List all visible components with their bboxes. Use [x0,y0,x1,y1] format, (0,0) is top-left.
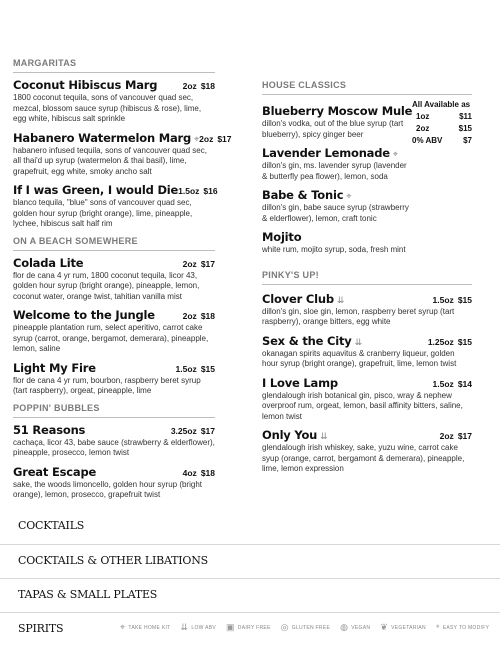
item-desc: white rum, mojito syrup, soda, fresh mint [262,245,406,254]
vegan-icon: ◍ [340,622,349,632]
item-name: Colada Lite [13,255,84,270]
item-name: Clover Club [262,291,334,306]
item-desc: blanco tequila, "blue" sons of vancouver quad sec, golden hour syrup (bright orange), lime, pineapple, lychee, hibiscus salt half rim [13,198,193,228]
item-qty: 1.5oz [432,294,454,305]
menu-item [13,78,215,125]
section-title-bubbles: POPPIN' BUBBLES [13,403,215,418]
legend-easy-modify [436,623,489,633]
menu-item [13,183,218,230]
low-abv-icon: ⇊ [336,294,345,305]
section-title-beach: ON A BEACH SOMEWHERE [13,236,215,251]
item-name: Sex & the City [262,333,352,348]
item-price: $18 [200,311,215,321]
item-name: Welcome to the Jungle [13,308,155,322]
dietary-legend [120,622,489,633]
item-qty: 1.5oz [175,363,197,374]
legend-label: TAKE HOME KIT [128,624,171,631]
item-qty: 3.25oz [170,425,197,436]
item-price: $15 [200,363,215,374]
section-title-pinky: PINKY'S UP! [262,270,472,285]
take-home-kit-icon: ⌖ [392,149,398,159]
item-desc: habanero infused tequila, sons of vancouver quad sec, all thai'd up syrup (watermelon & thai basil), lime, grapefruit, egg white, smoky ancho salt [13,145,207,176]
availability-row [412,136,472,145]
item-name: Lavender Lemonade [262,146,390,160]
legend-vegan [340,622,370,633]
item-name: 51 Reasons [13,422,86,437]
item-name: Blueberry Moscow Mule [262,104,413,118]
availability-size: 2oz [416,124,430,133]
item-price: $18 [200,467,215,478]
item-desc: sake, the woods limoncello, golden hour syrup (bright orange), lemon, prosecco, grapefruit twist [13,479,202,499]
availability-box [412,100,472,145]
item-desc: dillon's vodka, out of the blue syrup (tart blueberry), spicy ginger beer [262,119,404,139]
availability-size: 1oz [416,112,430,121]
item-desc: dillon's gin, babe sauce syrup (strawberry & elderflower), lemon, craft tonic [262,203,409,223]
availability-price: $15 [458,124,472,133]
legend-label: VEGAN [351,624,371,631]
menu-item [262,230,412,256]
legend-label: EASY TO MODIFY [442,624,490,631]
item-price: $15 [457,336,472,347]
item-price: $16 [203,186,218,196]
section-title-margaritas: MARGARITAS [13,58,215,73]
item-desc: flor de cana 4 yr rum, 1800 coconut tequila, licor 43, golden hour syrup (bright orange), pineapple, lemon, coconut water, orange twist, tahitian vanilla mist [13,270,200,301]
take-home-kit-icon: ⌖ [120,622,126,632]
item-qty: 2oz [182,81,197,91]
item-name: Mojito [262,230,302,244]
legend-gluten-free [281,622,330,633]
menu-item [262,428,472,475]
legend-label: LOW ABV [191,624,216,631]
availability-title: All Available as [412,100,471,109]
take-home-kit-icon: ⌖ [194,133,200,144]
item-qty: 1.5oz [178,186,200,196]
item-desc: glendalough irish whiskey, sake, yuzu wine, carrot cake syup (orange, carrot, bergamont & demerara), pineapple, lime, lemon expression [262,443,465,473]
item-qty: 2oz [182,311,197,321]
item-desc: dillon's gin, ms. lavender syrup (lavender & butterfly pea flower), lemon, soda [262,161,407,181]
nav-cocktails[interactable] [0,510,500,542]
availability-price: $11 [459,112,472,121]
availability-size: 0% ABV [412,136,443,145]
availability-row [412,112,472,121]
nav-label: COCKTAILS & OTHER LIBATIONS [18,554,209,567]
gluten-free-icon: ◎ [280,622,289,632]
vegetarian-icon: ❦ [380,622,389,632]
item-price: $17 [457,431,472,441]
item-price: $18 [200,81,215,91]
item-qty: 1.5oz [432,378,454,389]
menu-item [262,146,412,182]
item-desc: glendalough irish botanical gin, pisco, wray & nephew overproof rum, orgeat, lemon, basil affinity bitters, saline, lemon twist [262,390,463,421]
take-home-kit-icon: ⌖ [346,191,352,201]
low-abv-icon: ⇊ [180,622,189,632]
item-qty: 2oz [182,258,197,269]
nav-label: COCKTAILS [18,519,85,532]
item-desc: okanagan spirits aquavitus & cranberry liqueur, golden hour syrup (bright orange), grapefruit, lime, lemon twist [262,348,457,368]
low-abv-icon: ⇊ [354,336,363,347]
menu-item [13,361,215,397]
section-title-house: HOUSE CLASSICS [262,80,472,95]
item-name: Coconut Hibiscus Marg [13,78,158,92]
item-desc: flor de cana 4 yr rum, bourbon, raspberry beret syrup (tart raspberry), orgeat, pineapple, lime [13,375,201,395]
item-qty: 2oz [199,133,214,144]
item-name: Light My Fire [13,360,96,375]
item-qty: 1.25oz [427,336,454,347]
nav-label: TAPAS & SMALL PLATES [18,588,158,601]
item-name: If I was Green, I would Die [13,183,179,197]
item-price: $17 [200,258,215,269]
item-name: Great Escape [13,464,97,479]
item-price: $17 [200,425,215,436]
low-abv-icon: ⇊ [320,431,328,441]
nav-tapas[interactable] [0,578,500,611]
item-price: $15 [457,294,472,305]
item-name: Babe & Tonic [262,188,344,202]
menu-item [13,256,215,303]
item-price: $17 [217,133,232,144]
legend-vegetarian [380,622,426,633]
legend-label: VEGETARIAN [391,624,426,631]
legend-take-home [120,622,171,633]
legend-low-abv [181,622,216,633]
item-qty: 4oz [182,467,197,478]
item-qty: 2oz [439,431,454,441]
item-name: I Love Lamp [262,375,338,390]
item-desc: dillon's gin, sloe gin, lemon, raspberry beret syrup (tart raspberry), orange bitters, egg white [262,306,455,326]
availability-row [412,124,472,133]
menu-item [262,188,412,224]
nav-label: SPIRITS [18,622,64,635]
item-name: Only You [262,428,318,442]
menu-item [13,130,232,178]
item-price: $14 [457,378,472,389]
nav-cocktails-libations[interactable] [0,544,500,577]
item-name: Habanero Watermelon Marg [13,130,192,145]
item-desc: cachaça, licor 43, babe sauce (strawberry & elderflower), pineapple, prosecco, lemon twist [13,437,215,457]
menu-item [13,423,215,459]
menu-item [13,308,215,355]
menu-item [262,376,472,423]
left-column [13,58,232,507]
legend-label: GLUTEN FREE [291,624,331,631]
legend-label: DAIRY FREE [237,624,271,631]
easy-modify-icon: * [435,622,440,633]
availability-price: $7 [463,136,472,145]
menu-item [262,292,472,328]
legend-dairy-free [226,622,271,633]
item-desc: 1800 coconut tequila, sons of vancouver quad sec, mezcal, blossom sauce syrup (hibiscus & rose), lime, egg white, hibiscus salt sprinkle [13,93,202,123]
dairy-free-icon: ▣ [225,622,235,632]
menu-item [262,334,472,370]
menu-item [262,104,412,140]
menu-item [13,465,215,501]
item-desc: pineapple plantation rum, select aperitivo, carrot cake syrup (carrot, orange, bergamot, demerara), pineapple, lemon, saline [13,323,209,353]
